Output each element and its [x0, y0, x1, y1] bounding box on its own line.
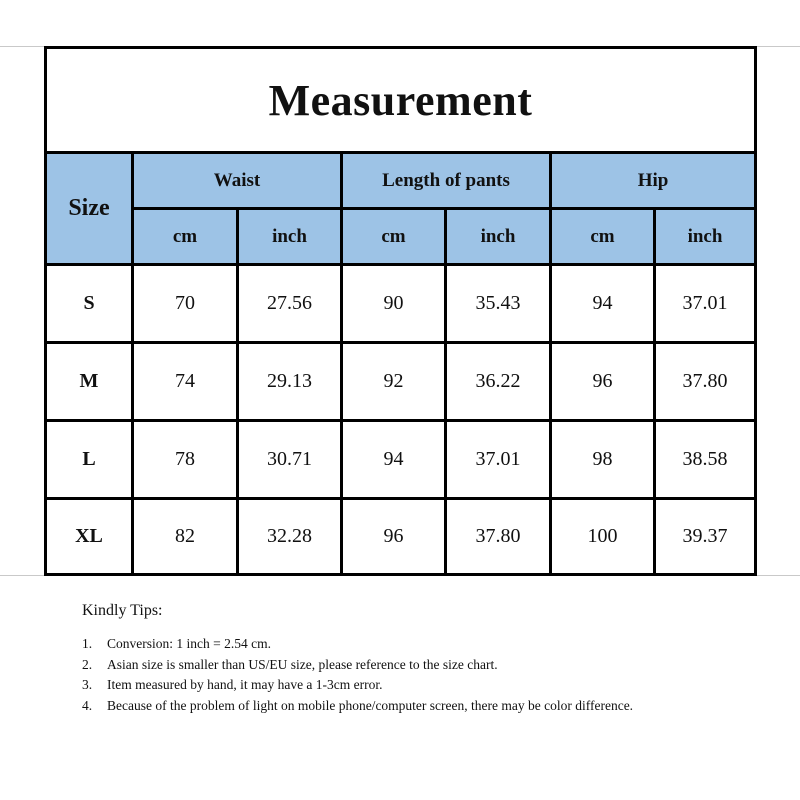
unit-header: inch — [239, 210, 343, 266]
tips-list — [82, 634, 722, 716]
table-cell: 74 — [134, 344, 239, 422]
table-cell: 92 — [343, 344, 447, 422]
group-header-waist: Waist — [134, 154, 343, 210]
group-header-length-of-pants: Length of pants — [343, 154, 552, 210]
table-cell: 70 — [134, 266, 239, 344]
size-label: L — [47, 422, 134, 500]
unit-header: cm — [343, 210, 447, 266]
table-cell: 96 — [343, 500, 447, 573]
unit-header: inch — [447, 210, 552, 266]
list-item — [82, 675, 722, 696]
size-label: M — [47, 344, 134, 422]
table-cell: 82 — [134, 500, 239, 573]
kindly-tips — [82, 602, 722, 716]
table-cell: 32.28 — [239, 500, 343, 573]
table-cell: 37.80 — [656, 344, 754, 422]
tip-text: Because of the problem of light on mobile phone/computer screen, there may be color difference. — [107, 697, 634, 713]
list-item — [82, 634, 722, 655]
table-cell: 90 — [343, 266, 447, 344]
table-cell: 30.71 — [239, 422, 343, 500]
tip-text: Asian size is smaller than US/EU size, please reference to the size chart. — [107, 656, 498, 672]
table-cell: 37.80 — [447, 500, 552, 573]
table-cell: 78 — [134, 422, 239, 500]
table-cell: 94 — [552, 266, 656, 344]
tip-number: 3. — [82, 677, 93, 692]
table-cell: 35.43 — [447, 266, 552, 344]
list-item — [82, 655, 722, 676]
size-label: S — [47, 266, 134, 344]
table-cell: 100 — [552, 500, 656, 573]
unit-header: inch — [656, 210, 754, 266]
tip-number: 1. — [82, 636, 93, 651]
size-column-header: Size — [47, 154, 134, 266]
unit-header: cm — [134, 210, 239, 266]
table-cell: 29.13 — [239, 344, 343, 422]
group-header-hip: Hip — [552, 154, 754, 210]
list-item — [82, 696, 722, 717]
unit-header: cm — [552, 210, 656, 266]
table-cell: 98 — [552, 422, 656, 500]
table-title: Measurement — [47, 49, 754, 154]
table-cell: 96 — [552, 344, 656, 422]
table-cell: 37.01 — [656, 266, 754, 344]
table-cell: 94 — [343, 422, 447, 500]
tips-title: Kindly Tips: — [82, 602, 163, 619]
table-cell: 37.01 — [447, 422, 552, 500]
size-chart-table — [44, 46, 757, 576]
tip-text: Conversion: 1 inch = 2.54 cm. — [107, 636, 271, 651]
table-cell: 38.58 — [656, 422, 754, 500]
table-cell: 27.56 — [239, 266, 343, 344]
tip-text: Item measured by hand, it may have a 1-3cm error. — [107, 677, 383, 692]
tip-number: 2. — [82, 656, 93, 672]
tip-number: 4. — [82, 697, 93, 713]
table-cell: 36.22 — [447, 344, 552, 422]
table-cell: 39.37 — [682, 525, 728, 547]
size-label: XL — [47, 500, 134, 573]
